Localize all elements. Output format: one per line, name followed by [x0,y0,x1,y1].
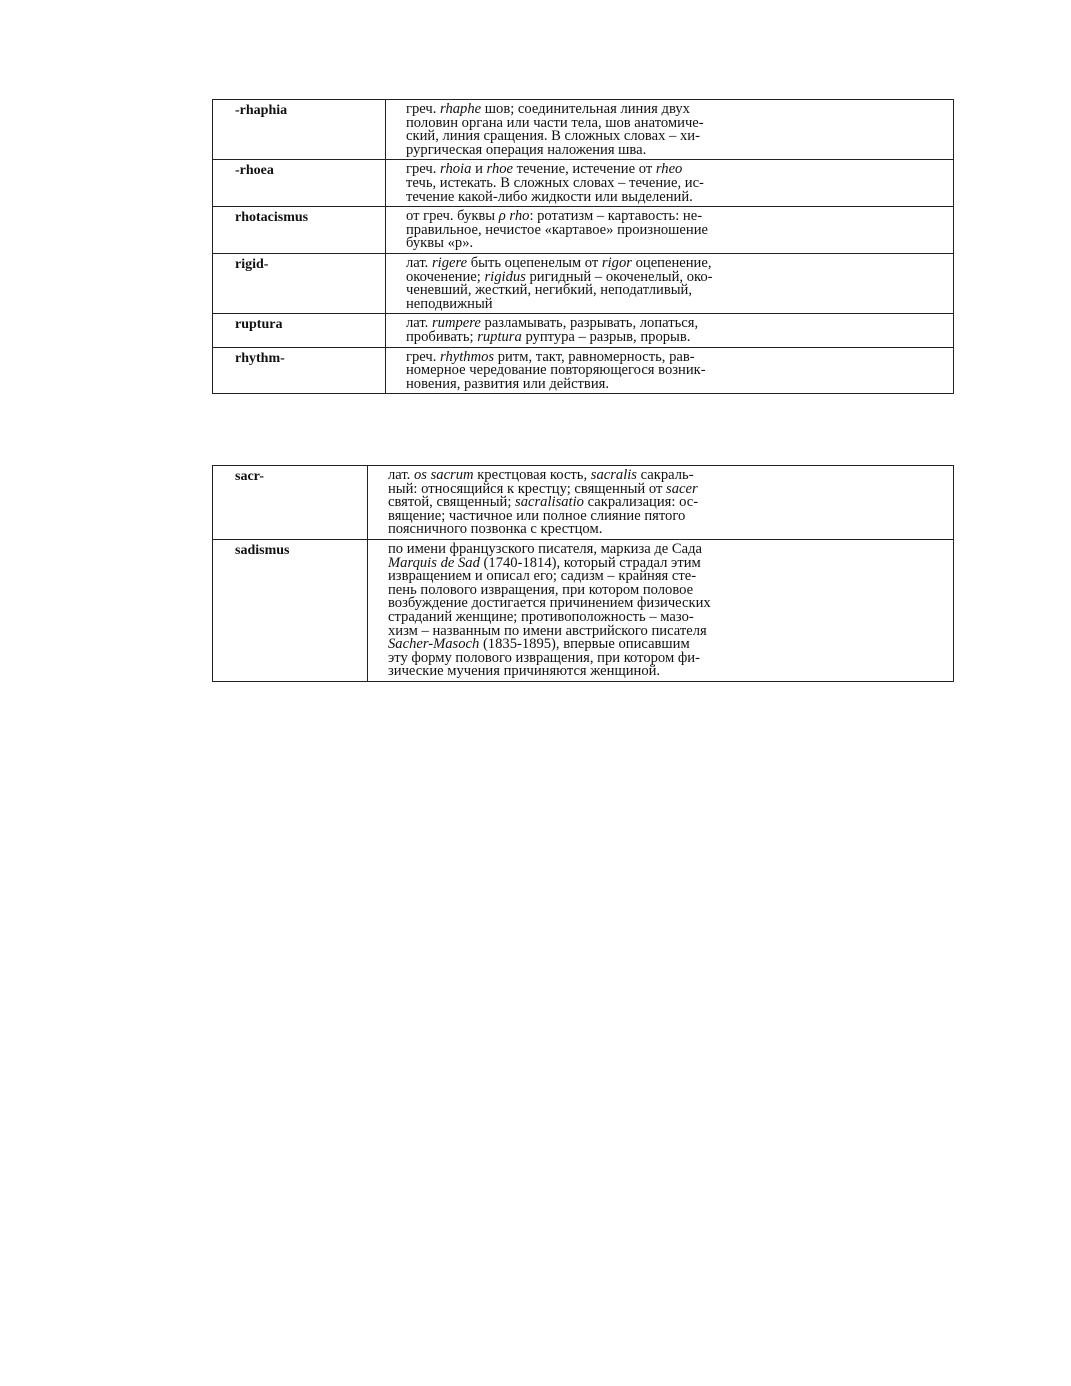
text-segment: крестцовая кость, [473,467,591,483]
definition-line [406,375,931,392]
latin-term: rhaphe [440,101,482,117]
entry-definition [386,314,954,347]
text-segment: течение какой-либо жидкости или выделений. [406,188,693,205]
entry-definition [386,253,954,313]
text-segment: новения, развития или действия. [406,375,609,392]
text-segment: оцепенение, [631,254,712,271]
text-segment: лат. [388,467,414,483]
text-segment: : ротатизм – картавость: не- [529,208,703,225]
text-segment: поясничного позвонка с крестцом. [388,521,603,538]
latin-term: ρ rho [498,208,530,225]
entry-term: rhythm- [213,347,386,394]
text-segment: сакрализация: ос- [583,494,699,511]
text-segment: разламывать, разрывать, лопаться, [480,315,699,332]
text-segment: пень полового извращения, при котором половое [388,581,694,598]
latin-term: rhoe [486,161,514,178]
text-segment: номерное чередование повторяющегося возник- [406,362,706,379]
latin-term: Sacher-Masoch [388,636,480,653]
text-segment: эту форму полового извращения, при котором фи- [388,649,700,666]
text-segment: неподвижный [406,295,493,312]
entry-term: -rhaphia [213,100,386,160]
entry-definition [386,347,954,394]
text-segment: ченевший, жесткий, негибкий, неподатливый, [406,282,693,299]
entry-term: sacr- [213,466,368,540]
entry-term: rhotacismus [213,207,386,254]
text-segment: ный: относящийся к крестцу; священный от [388,480,667,497]
text-segment: буквы «р». [406,235,474,252]
entry-definition [368,539,954,681]
dictionary-entry [213,314,954,347]
latin-term: rumpere [431,315,481,332]
text-segment: ригидный – окоченелый, око- [525,268,713,285]
dictionary-entry [213,347,954,394]
text-segment: половин органа или части тела, шов анатомиче- [406,114,704,131]
latin-term: sacer [666,480,698,497]
text-segment: рургическая операция наложения шва. [406,141,647,158]
text-segment: вящение; частичное или полное слияние пятого [388,507,686,524]
text-segment: страданий женщине; противоположность – мазо- [388,608,694,625]
text-segment: по имени французского писателя, маркиза де Сада [388,540,703,557]
definition-line [388,523,931,537]
text-segment: святой, священный; [388,494,516,511]
latin-term: rhythmos [440,348,495,365]
dictionary-entry [213,253,954,313]
dictionary-entry [213,466,954,540]
latin-term: rheo [655,161,683,178]
dictionary-entry [213,160,954,207]
entry-definition [368,466,954,540]
text-segment: греч. [406,348,441,365]
dictionary-entry [213,207,954,254]
entry-term: rigid- [213,253,386,313]
definition-line [388,665,931,679]
text-segment: течь, истекать. В сложных словах – течение, ис- [406,174,704,191]
latin-term: rigor [601,254,632,271]
text-segment: греч. [406,161,441,178]
text-segment: греч. [406,101,441,117]
text-segment: (1835-1895), впервые описавшим [479,636,690,653]
text-segment: быть оцепенелым от [467,254,602,271]
text-segment: лат. [406,315,432,332]
text-segment: правильное, нечистое «картавое» произношение [406,221,708,238]
dictionary-entry [213,539,954,681]
definition-line [406,188,931,205]
latin-term: rhoia [440,161,472,178]
text-segment: (1740-1814), который страдал этим [479,554,701,571]
entry-definition [386,160,954,207]
entry-term: ruptura [213,314,386,347]
text-segment: шов; соединительная линия двух [481,101,690,117]
text-segment: лат. [406,254,432,271]
dictionary-entry [213,100,954,160]
latin-term: rigere [431,254,468,271]
text-segment: от греч. буквы [406,208,499,225]
text-segment: сакраль- [636,467,694,483]
entry-definition [386,100,954,160]
text-segment: зические мучения причиняются женщиной. [388,663,661,680]
text-segment: пробивать; [406,328,478,345]
text-segment: хизм – названным по имени австрийского писателя [388,622,707,639]
dictionary-table-1 [212,99,954,394]
text-segment: извращением и описал его; садизм – крайняя сте- [388,568,697,585]
entry-term: sadismus [213,539,368,681]
text-segment: окоченение; [406,268,485,285]
text-segment: течение, истечение от [513,161,656,178]
latin-term: Marquis de Sad [388,554,480,571]
text-segment: и [471,161,487,178]
latin-term: sacralis [590,467,637,483]
latin-term: sacralisatio [515,494,584,511]
definition-line [406,237,931,251]
entry-term: -rhoea [213,160,386,207]
definition-line [406,221,931,238]
definition-line [406,295,931,312]
definition-line [406,328,931,345]
latin-term: os sacrum [413,467,474,483]
text-segment: ский, линия сращения. В сложных словах – хи- [406,128,700,145]
text-segment: руптура – разрыв, прорыв. [521,328,691,345]
definition-line [406,141,931,158]
latin-term: ruptura [477,328,522,345]
text-segment: возбуждение достигается причинением физических [388,595,711,612]
dictionary-table-2 [212,465,954,682]
latin-term: rigidus [484,268,526,285]
entry-definition [386,207,954,254]
text-segment: ритм, такт, равномерность, рав- [494,348,695,365]
